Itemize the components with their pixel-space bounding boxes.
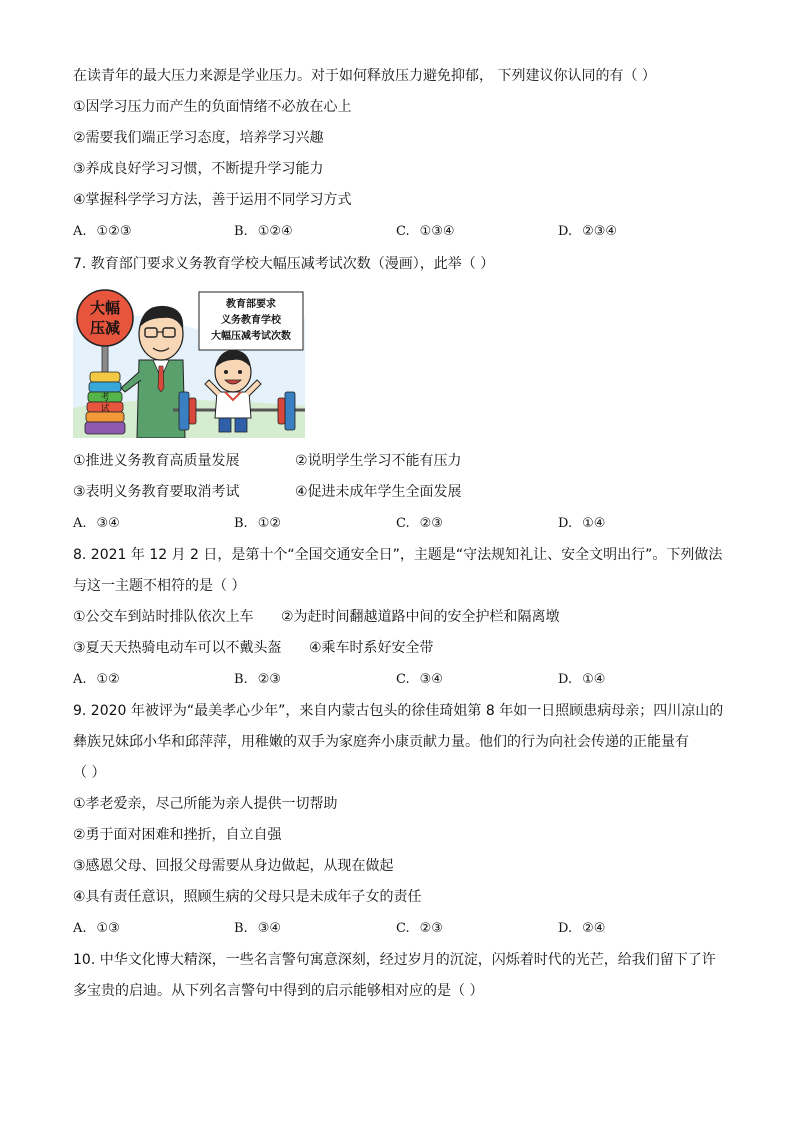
q8-item-3: ③夏天天热骑电动车可以不戴头盔 <box>73 640 282 656</box>
q6-option-d[interactable]: D. ②③④ <box>558 224 618 239</box>
q6-option-a[interactable]: A. ①②③ <box>73 224 132 239</box>
q6-item-3: ③养成良好学习习惯，不断提升学习能力 <box>73 161 324 177</box>
q8-option-b[interactable]: B. ②③ <box>234 672 281 687</box>
q10-stem-2: 多宝贵的启迪。从下列名言警句中得到的启示能够相对应的是（ ） <box>73 983 484 999</box>
q6-option-c[interactable]: C. ①③④ <box>396 224 455 239</box>
q7-option-a[interactable]: A. ③④ <box>73 516 120 531</box>
q8-options <box>73 670 733 690</box>
q7-options <box>73 514 733 534</box>
board-line-1: 教育部要求 <box>226 299 276 310</box>
q8-option-a[interactable]: A. ①② <box>73 672 120 687</box>
q8-item-1: ①公交车到站时排队依次上车 <box>73 609 254 625</box>
q9-stem-1: 9. 2020 年被评为“最美孝心少年”，来自内蒙古包头的徐佳琦姐第 8 年如一日照顾患病母亲；四川凉山的 <box>73 703 724 719</box>
board-line-2: 义务教育学校 <box>221 315 281 326</box>
q9-option-c[interactable]: C. ②③ <box>396 921 443 936</box>
q7-option-d[interactable]: D. ①④ <box>558 516 606 531</box>
q7-option-b[interactable]: B. ①② <box>234 516 281 531</box>
q8-stem-1: 8. 2021 年 12 月 2 日，是第十个“全国交通安全日”，主题是“守法规知礼让、安全文明出行”。下列做法 <box>73 547 723 563</box>
q7-item-3: ③表明义务教育要取消考试 <box>73 484 240 500</box>
q8-item-4: ④乘车时系好安全带 <box>309 640 434 656</box>
board-line-3: 大幅压减考试次数 <box>211 331 291 342</box>
q9-item-1: ①孝老爱亲，尽己所能为亲人提供一切帮助 <box>73 796 338 812</box>
stack-label-2: 试 <box>100 404 110 414</box>
q6-option-b[interactable]: B. ①②④ <box>234 224 293 239</box>
q8-item-2: ②为赶时间翻越道路中间的安全护栏和隔离墩 <box>281 609 560 625</box>
q6-item-4: ④掌握科学学习方法，善于运用不同学习方式 <box>73 192 352 208</box>
q10-stem-1: 10. 中华文化博大精深，一些名言警句寓意深刻，经过岁月的沉淀，闪烁着时代的光芒，给我们留下了许 <box>73 952 716 968</box>
q9-option-b[interactable]: B. ③④ <box>234 921 281 936</box>
q8-option-c[interactable]: C. ③④ <box>396 672 443 687</box>
q9-item-3: ③感恩父母、回报父母需要从身边做起，从现在做起 <box>73 858 394 874</box>
q7-stem: 7. 教育部门要求义务教育学校大幅压减考试次数（漫画），此举（ ） <box>73 256 495 272</box>
q9-stem-2: 彝族兄妹邱小华和邱萍萍，用稚嫩的双手为家庭奔小康贡献力量。他们的行为向社会传递的正能量有 <box>73 734 689 750</box>
q9-item-4: ④具有责任意识，照顾生病的父母只是未成年子女的责任 <box>73 889 422 905</box>
q9-option-a[interactable]: A. ①③ <box>73 921 120 936</box>
q6-item-1: ①因学习压力而产生的负面情绪不必放在心上 <box>73 99 352 115</box>
cartoon-image <box>73 288 305 438</box>
q6-options <box>73 222 733 242</box>
q8-stem-2: 与这一主题不相符的是（ ） <box>73 578 246 594</box>
sign-text-1: 大幅 <box>89 299 121 317</box>
q7-item-4: ④促进未成年学生全面发展 <box>295 484 462 500</box>
q9-stem-3: （ ） <box>73 765 106 781</box>
q6-item-2: ②需要我们端正学习态度，培养学习兴趣 <box>73 130 324 146</box>
q7-item-2: ②说明学生学习不能有压力 <box>295 453 462 469</box>
q8-option-d[interactable]: D. ①④ <box>558 672 606 687</box>
q7-item-1: ①推进义务教育高质量发展 <box>73 453 240 469</box>
sign-text-2: 压减 <box>89 319 121 337</box>
q6-stem: 在读青年的最大压力来源是学业压力。对于如何释放压力避免抑郁， 下列建议你认同的有（ ） <box>73 68 656 84</box>
q9-item-2: ②勇于面对困难和挫折，自立自强 <box>73 827 282 843</box>
stack-label-1: 考 <box>100 393 110 403</box>
q9-options <box>73 919 733 939</box>
q9-option-d[interactable]: D. ②④ <box>558 921 606 936</box>
q7-option-c[interactable]: C. ②③ <box>396 516 443 531</box>
